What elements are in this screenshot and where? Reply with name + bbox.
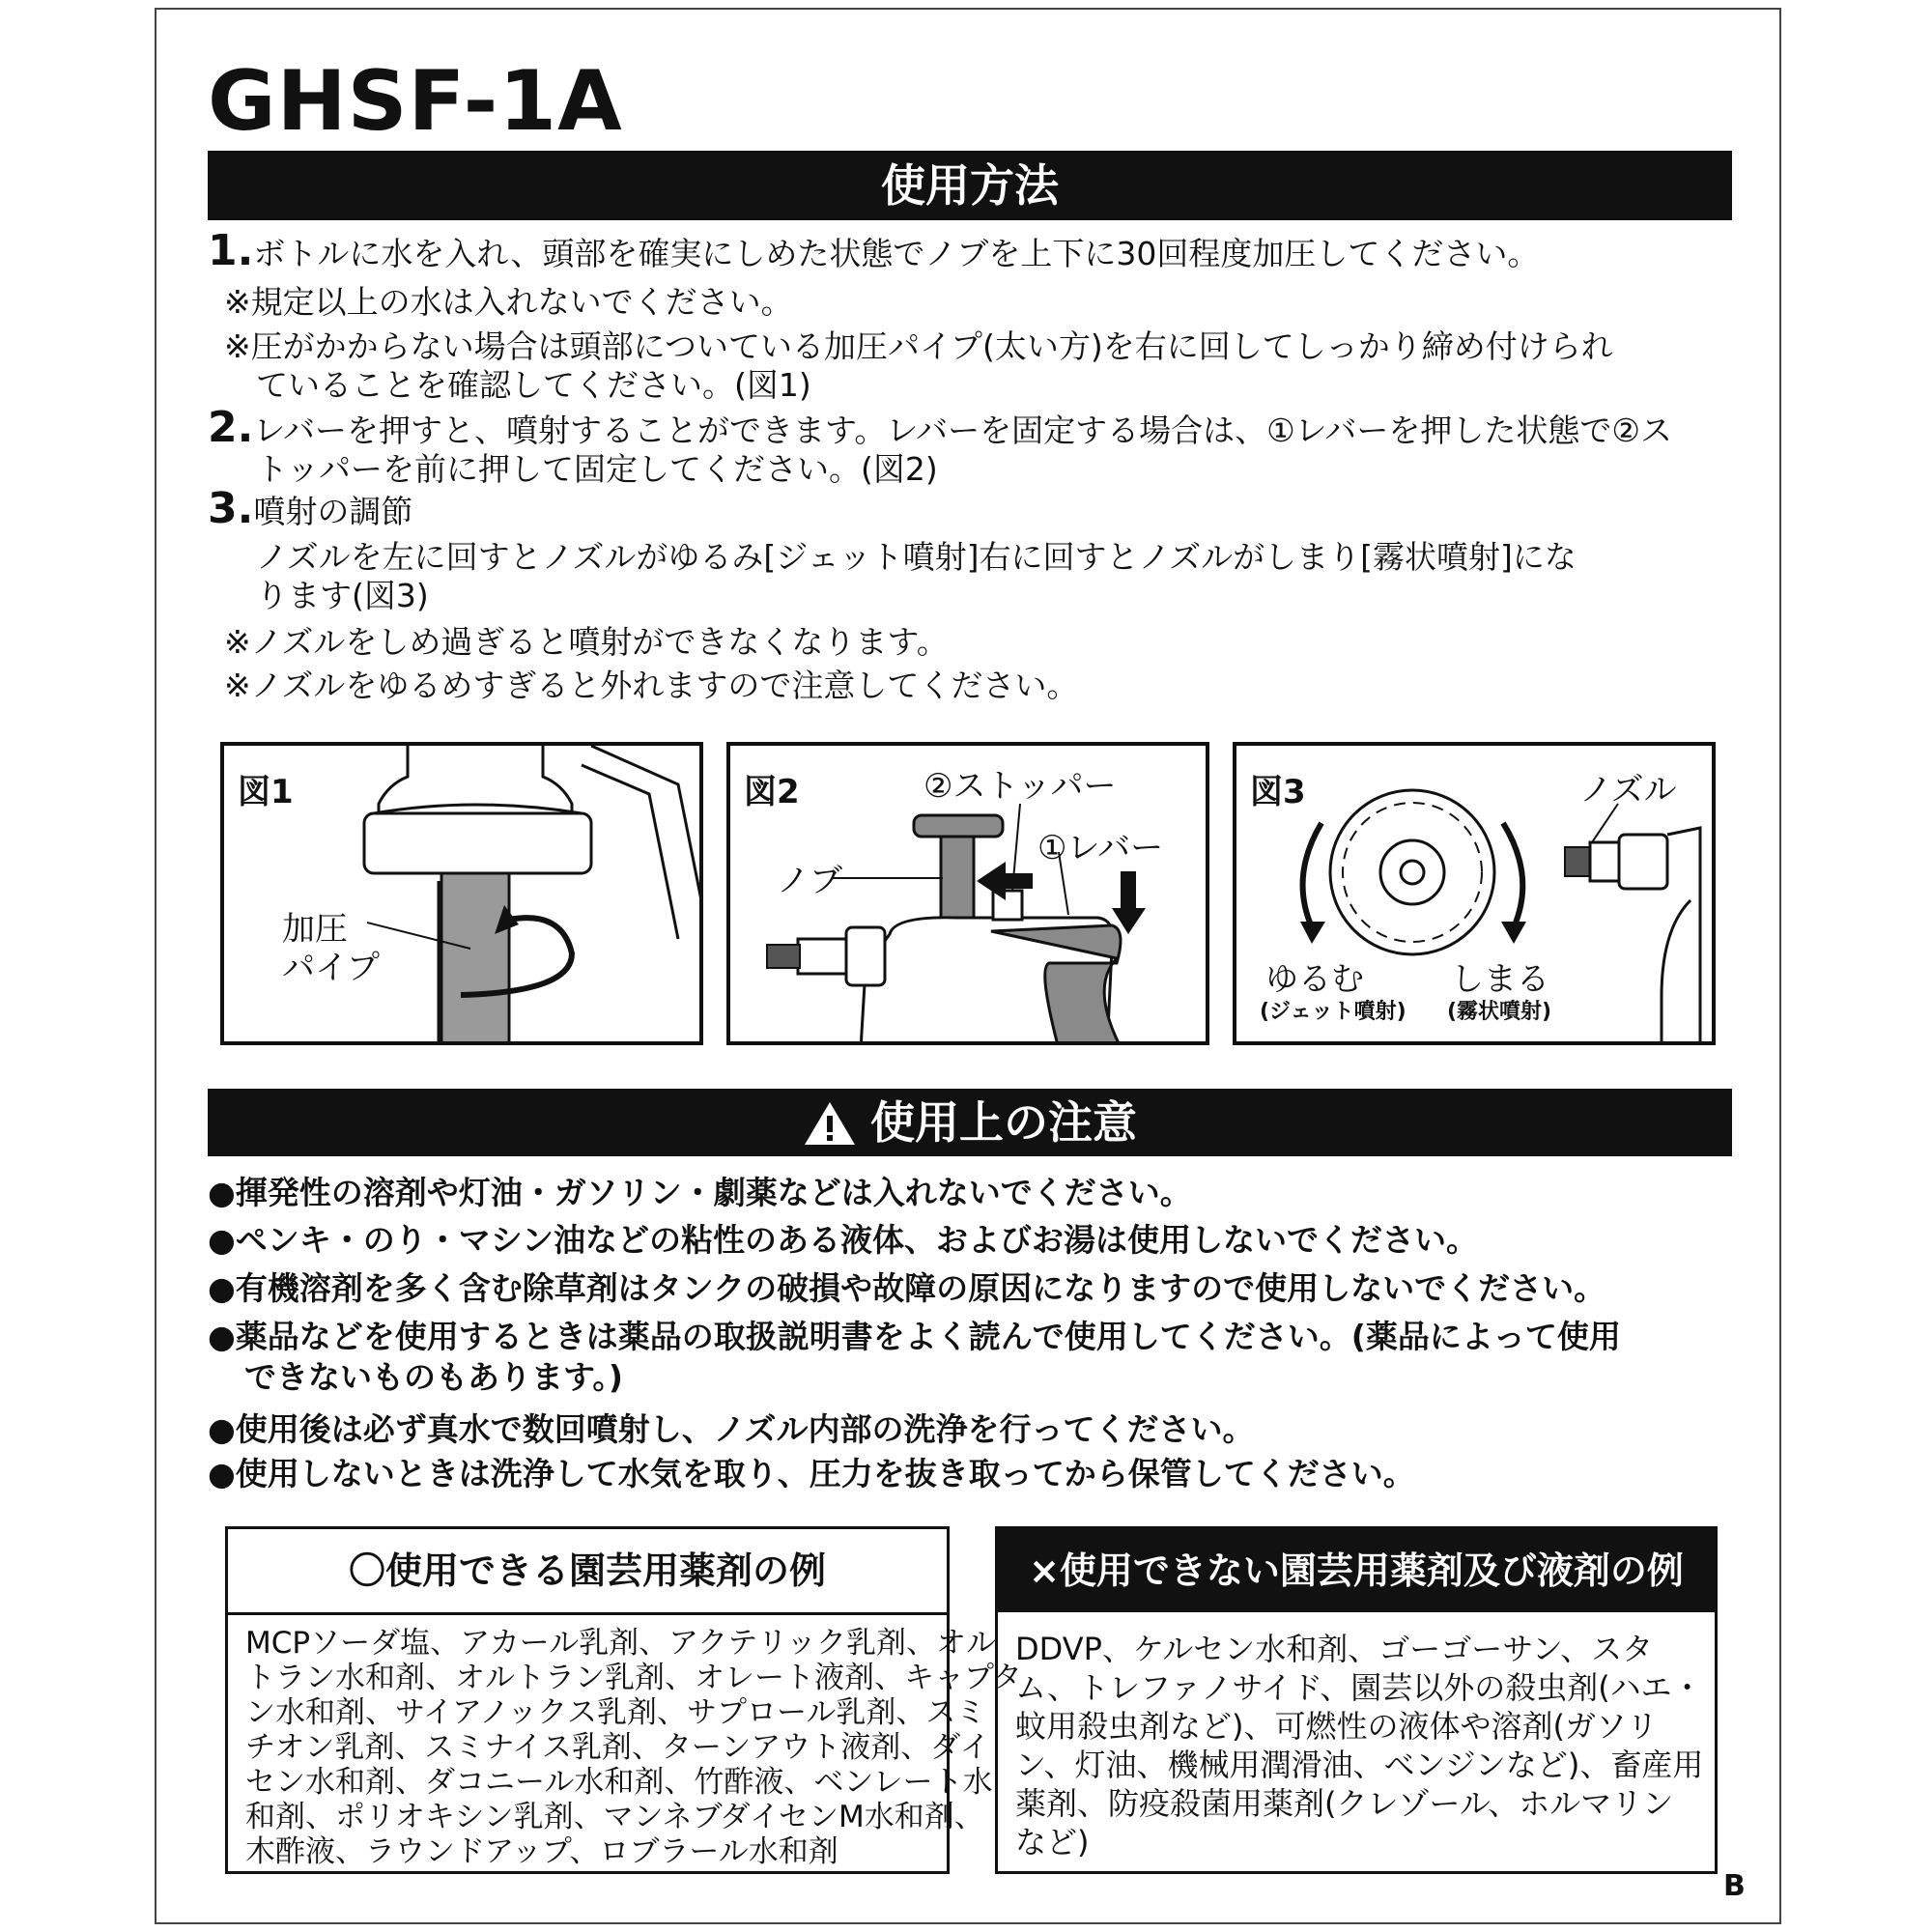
loosen-label: ゆるむ [1265, 960, 1364, 999]
note-pressure-line1: ※圧がかからない場合は頭部についている加圧パイプ(太い方)を右に回してしっかり締め付けられ [224, 327, 1613, 365]
unusable-chemicals-line: ン、灯油、機械用潤滑油、ベンジンなど)、畜産用 [1015, 1747, 1704, 1783]
caution-item: ●薬品などを使用するときは薬品の取扱説明書をよく読んで使用してください。(薬品によって使用 [208, 1318, 1621, 1355]
figure-3-label: 図3 [1250, 773, 1306, 811]
usable-chemicals-line: ン水和剤、サイアノックス乳剤、サプロール乳剤、スミ [245, 1695, 986, 1730]
note-nozzle-tight: ※ノズルをしめ過ぎると噴射ができなくなります。 [224, 623, 949, 661]
page-mark: B [1723, 1869, 1746, 1903]
usable-chemicals-line: チオン乳剤、スミナイス乳剤、ターンアウト液剤、ダイ [245, 1730, 990, 1765]
pressure-pipe-label-2: パイプ [282, 949, 380, 987]
unusable-chemicals-line: 蚊用殺虫剤など)、可燃性の液体や溶剤(ガソリ [1015, 1708, 1658, 1745]
step-3-number: 3. [208, 484, 254, 533]
step-3 [208, 484, 413, 533]
unusable-chemicals-box [995, 1526, 1718, 1874]
step-1 [208, 226, 1540, 275]
figure-2 [726, 742, 1209, 1045]
note-water-limit: ※規定以上の水は入れないでください。 [224, 283, 793, 321]
usable-chemicals-line: MCPソーダ塩、アカール乳剤、アクテリック乳剤、オル [245, 1626, 996, 1661]
note-nozzle-loose: ※ノズルをゆるめすぎると外れますので注意してください。 [224, 667, 1079, 704]
caution-item-continued: できないものもあります。) [244, 1358, 623, 1396]
nozzle-label: ノズル [1579, 771, 1677, 810]
usable-chemicals-line: セン水和剤、ダコニール水和剤、竹酢液、ベンレート水 [245, 1765, 993, 1800]
usage-title: 使用方法 [881, 159, 1059, 212]
caution-item: ●使用後は必ず真水で数回噴射し、ノズル内部の洗浄を行ってください。 [208, 1410, 1255, 1448]
pressure-pipe-label-1: 加圧 [282, 910, 348, 949]
figure-1-label: 図1 [238, 773, 294, 811]
tighten-label: しまる [1451, 960, 1549, 999]
figure-2-label: 図2 [744, 773, 800, 811]
cautions-header [208, 1089, 1732, 1156]
caution-item: ●ペンキ・のり・マシン油などの粘性のある液体、およびお湯は使用しないでください。 [208, 1221, 1478, 1259]
usable-chemicals-line: 和剤、ポリオキシン乳剤、マンネブダイセンM水和剤、 [245, 1800, 984, 1834]
step-2 [208, 403, 1672, 452]
unusable-chemicals-title: ×使用できない園芸用薬剤及び液剤の例 [998, 1529, 1715, 1612]
usage-header [208, 151, 1732, 220]
lever-label: ①レバー [1037, 829, 1164, 867]
figure-3 [1233, 742, 1716, 1045]
step-2-number: 2. [208, 403, 254, 452]
warning-icon [803, 1099, 857, 1148]
step-3-line2: ります(図3) [256, 577, 429, 614]
step-1-text: ボトルに水を入れ、頭部を確実にしめた状態でノブを上下に30回程度加圧してください。 [253, 235, 1540, 272]
caution-item: ●有機溶剤を多く含む除草剤はタンクの破損や故障の原因になりますので使用しないでください。 [208, 1269, 1606, 1307]
unusable-chemicals-line: など) [1015, 1824, 1090, 1861]
step-1-number: 1. [208, 226, 254, 275]
usable-chemicals-line: 木酢液、ラウンドアップ、ロブラール水和剤 [245, 1834, 838, 1869]
step-3-line1: ノズルを左に回すとノズルがゆるみ[ジェット噴射]右に回すとノズルがしまり[霧状噴射]にな [256, 538, 1577, 576]
usable-chemicals-line: トラン水和剤、オルトラン乳剤、オレート液剤、キャプタ [245, 1661, 1022, 1695]
usable-chemicals-box [225, 1526, 1022, 1874]
step-2-line1: レバーを押すと、噴射することができます。レバーを固定する場合は、①レバーを押した状態で②ス [253, 412, 1672, 449]
step-2-line2: トッパーを前に押して固定してください。(図2) [256, 450, 938, 488]
stopper-label: ②ストッパー [923, 767, 1117, 806]
note-pressure-line2: ていることを確認してください。(図1) [256, 366, 811, 404]
figure-1-illustration [224, 746, 703, 1045]
caution-item: ●使用しないときは洗浄して水気を取り、圧力を抜き取ってから保管してください。 [208, 1455, 1415, 1492]
unusable-chemicals-line: 薬剤、防疫殺菌用薬剤(クレゾール、ホルマリン [1015, 1785, 1674, 1822]
unusable-chemicals-line: ム、トレファノサイド、園芸以外の殺虫剤(ハエ・ [1015, 1669, 1703, 1706]
jet-spray-label: (ジェット噴射) [1260, 1000, 1406, 1024]
mist-spray-label: (霧状噴射) [1447, 1000, 1552, 1024]
unusable-chemicals-line: DDVP、ケルセン水和剤、ゴーゴーサン、スタ [1015, 1631, 1654, 1667]
figure-1 [220, 742, 703, 1045]
step-3-title: 噴射の調節 [253, 493, 413, 530]
model-number: GHSF-1A [208, 53, 623, 150]
caution-item: ●揮発性の溶剤や灯油・ガソリン・劇薬などは入れないでください。 [208, 1174, 1192, 1211]
cautions-title: 使用上の注意 [870, 1096, 1137, 1149]
knob-label: ノブ [777, 862, 842, 900]
usable-chemicals-title: 〇使用できる園芸用薬剤の例 [228, 1529, 947, 1615]
